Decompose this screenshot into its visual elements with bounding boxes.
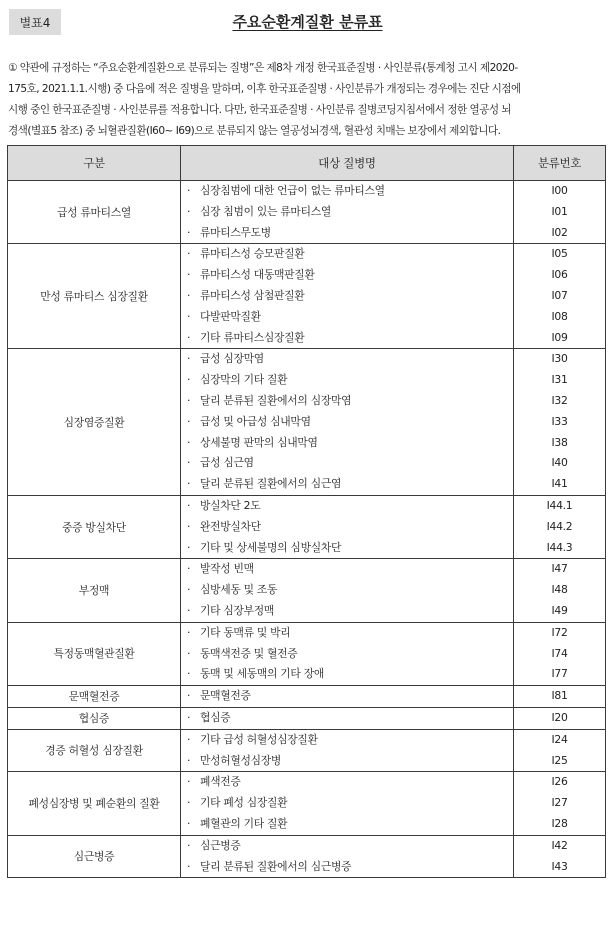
bullet-icon: · [187,667,191,681]
table-body [8,181,606,878]
disease-item [181,772,513,793]
disease-item [181,370,513,391]
code-value: I74 [551,646,568,660]
disease-item [181,814,513,835]
code-value: I09 [551,330,568,344]
disease-item [181,686,513,707]
bullet-icon: · [187,689,191,703]
bullet-icon: · [187,710,191,724]
table-row [8,686,606,708]
code-value: I38 [551,435,568,449]
code-cell [514,244,606,349]
bullet-icon: · [187,816,191,830]
disease-item [181,244,513,265]
category-cell: 문맥혈전증 [8,686,181,708]
disease-name: 방실차단 2도 [200,498,261,512]
disease-item [181,433,513,454]
category-cell: 폐성심장병 및 폐순환의 질환 [8,772,181,835]
table-row [8,495,606,558]
disease-name: 류마티스무도병 [200,225,271,239]
disease-name: 심방세동 및 조동 [200,583,278,597]
code-cell [514,181,606,244]
code-value: I27 [551,796,568,810]
disease-name: 급성 심장막염 [200,352,264,366]
disease-name: 달리 분류된 질환에서의 심근염 [200,477,342,491]
classification-table [7,145,606,878]
disease-item [181,202,513,223]
disease-name: 급성 심근염 [200,456,254,470]
disease-item [181,857,513,878]
disease-name: 류마티스성 승모판질환 [200,247,305,261]
category-cell: 심근병증 [8,835,181,878]
bullet-icon: · [187,562,191,576]
code-cell [514,349,606,496]
disease-cell [181,707,514,729]
table-row [8,559,606,622]
disease-cell [181,686,514,708]
disease-item [181,349,513,370]
header-disease-name: 대상 질병명 [181,146,514,181]
code-value: I41 [551,477,568,491]
bullet-icon: · [187,753,191,767]
code-value: I28 [551,816,568,830]
table-row [8,772,606,835]
disease-cell [181,244,514,349]
bullet-icon: · [187,204,191,218]
bullet-icon: · [187,625,191,639]
category-cell: 특정동맥혈관질환 [8,622,181,685]
page-title-text: 주요순환계질환 분류표 [232,13,383,31]
bullet-icon: · [187,393,191,407]
bullet-icon: · [187,796,191,810]
disease-name: 문맥혈전증 [200,689,251,703]
disease-item [181,307,513,328]
bullet-icon: · [187,540,191,554]
bullet-icon: · [187,435,191,449]
code-value: I01 [551,204,568,218]
disease-item [181,559,513,580]
bullet-icon: · [187,247,191,261]
code-value: I30 [551,352,568,366]
disease-name: 달리 분류된 질환에서의 심근병증 [200,859,352,873]
disease-name: 완전방실차단 [200,519,261,533]
disease-name: 폐색전증 [200,775,241,789]
disease-name: 급성 및 아급성 심내막염 [200,414,311,428]
disease-item [181,496,513,517]
bullet-icon: · [187,184,191,197]
disease-item [181,580,513,601]
disease-item [181,517,513,538]
category-cell: 심장염증질환 [8,349,181,496]
code-value: I48 [551,583,568,597]
code-cell [514,495,606,558]
category-cell: 경증 허혈성 심장질환 [8,729,181,772]
disease-name: 심근병증 [200,838,241,852]
disease-cell [181,729,514,772]
disease-name: 기타 및 상세불명의 심방실차단 [200,540,342,554]
disease-name: 기타 심장부정맥 [200,603,275,617]
code-cell [514,772,606,835]
disease-name: 달리 분류된 질환에서의 심장막염 [200,393,352,407]
disease-name: 발작성 빈맥 [200,562,254,576]
code-value: I33 [551,414,568,428]
header-code: 분류번호 [514,146,606,181]
code-value: I44.3 [546,540,573,554]
disease-name: 만성허혈성심장병 [200,753,282,767]
code-value: I49 [551,603,568,617]
disease-item [181,708,513,729]
category-cell: 중증 방실차단 [8,495,181,558]
disease-name: 심장침범에 대한 언급이 없는 류마티스열 [200,184,385,197]
code-cell [514,559,606,622]
intro-line: 175호, 2021.1.1.시행) 중 다음에 적은 질병을 말하며, 이후 한국표준질병 · 사인분류가 개정되는 경우에는 진단 시점에 [8,83,521,95]
disease-item [181,623,513,644]
category-cell: 급성 류마티스열 [8,181,181,244]
code-value: I32 [551,393,568,407]
code-value: I81 [551,689,568,703]
code-value: I47 [551,562,568,576]
code-value: I44.1 [546,498,573,512]
table-header-row [8,146,606,181]
table-row [8,244,606,349]
page-title [0,11,615,32]
code-value: I72 [551,625,568,639]
disease-item [181,793,513,814]
category-cell: 부정맥 [8,559,181,622]
bullet-icon: · [187,268,191,282]
header-category: 구분 [8,146,181,181]
disease-item [181,601,513,622]
code-value: I40 [551,456,568,470]
disease-item [181,664,513,685]
disease-name: 동맥색전증 및 혈전증 [200,646,298,660]
disease-name: 상세불명 판막의 심내막염 [200,435,318,449]
code-value: I43 [551,859,568,873]
code-value: I07 [551,288,568,302]
category-cell: 만성 류마티스 심장질환 [8,244,181,349]
table-row [8,707,606,729]
code-value: I26 [551,775,568,789]
category-cell: 협심증 [8,707,181,729]
bullet-icon: · [187,373,191,387]
table-row [8,729,606,772]
disease-name: 류마티스성 대동맥판질환 [200,268,315,282]
table-row [8,622,606,685]
disease-item [181,286,513,307]
disease-name: 기타 급성 허혈성심장질환 [200,732,318,746]
bullet-icon: · [187,309,191,323]
code-value: I06 [551,268,568,282]
intro-line: 시행 중인 한국표준질병 · 사인분류를 적용합니다. 다만, 한국표준질병 · 사인분류 질병코딩지침서에서 정한 열공성 뇌 [8,104,512,116]
disease-item [181,538,513,559]
code-value: I42 [551,838,568,852]
disease-name: 기타 폐성 심장질환 [200,796,288,810]
code-value: I31 [551,373,568,387]
appendix-tag: 별표4 [9,9,61,35]
disease-item [181,391,513,412]
bullet-icon: · [187,732,191,746]
code-value: I00 [551,184,568,197]
disease-cell [181,772,514,835]
bullet-icon: · [187,477,191,491]
disease-name: 다발판막질환 [200,309,261,323]
bullet-icon: · [187,838,191,852]
disease-item [181,453,513,474]
table-row [8,349,606,496]
bullet-icon: · [187,498,191,512]
disease-item [181,751,513,772]
disease-cell [181,495,514,558]
disease-name: 류마티스성 삼첨판질환 [200,288,305,302]
bullet-icon: · [187,414,191,428]
bullet-icon: · [187,288,191,302]
code-value: I25 [551,753,568,767]
bullet-icon: · [187,859,191,873]
code-cell [514,729,606,772]
bullet-icon: · [187,646,191,660]
disease-item [181,265,513,286]
code-cell [514,835,606,878]
disease-name: 심장막의 기타 질환 [200,373,288,387]
bullet-icon: · [187,330,191,344]
disease-item [181,223,513,244]
intro-paragraph [8,58,608,142]
bullet-icon: · [187,603,191,617]
disease-name: 기타 류마티스심장질환 [200,330,305,344]
bullet-icon: · [187,456,191,470]
code-cell [514,686,606,708]
intro-line: ① 약관에 규정하는 “주요순환계질환으로 분류되는 질병”은 제8차 개정 한국표준질병 · 사인분류(통계청 고시 제2020- [8,62,518,74]
disease-cell [181,559,514,622]
code-value: I44.2 [546,519,573,533]
code-value: I05 [551,247,568,261]
bullet-icon: · [187,225,191,239]
disease-name: 심장 침범이 있는 류마티스열 [200,204,331,218]
code-value: I77 [551,667,568,681]
disease-item [181,644,513,665]
disease-name: 폐혈관의 기타 질환 [200,816,288,830]
code-value: I24 [551,732,568,746]
intro-line: 경색(별표5 참조) 중 뇌혈관질환(I60~ I69)으로 분류되지 않는 열공성뇌경색, 혈관성 치매는 보장에서 제외합니다. [8,125,501,137]
bullet-icon: · [187,583,191,597]
code-value: I20 [551,710,568,724]
disease-item [181,836,513,857]
bullet-icon: · [187,519,191,533]
code-value: I08 [551,309,568,323]
disease-item [181,412,513,433]
disease-cell [181,349,514,496]
disease-item [181,181,513,202]
table-row [8,181,606,244]
disease-name: 기타 동맥류 및 박리 [200,625,291,639]
disease-cell [181,622,514,685]
disease-cell [181,835,514,878]
disease-name: 동맥 및 세동맥의 기타 장애 [200,667,324,681]
disease-item [181,730,513,751]
table-row [8,835,606,878]
disease-item [181,474,513,495]
code-cell [514,707,606,729]
disease-name: 협심증 [200,710,231,724]
bullet-icon: · [187,775,191,789]
code-value: I02 [551,225,568,239]
disease-cell [181,181,514,244]
code-cell [514,622,606,685]
disease-item [181,328,513,349]
bullet-icon: · [187,352,191,366]
